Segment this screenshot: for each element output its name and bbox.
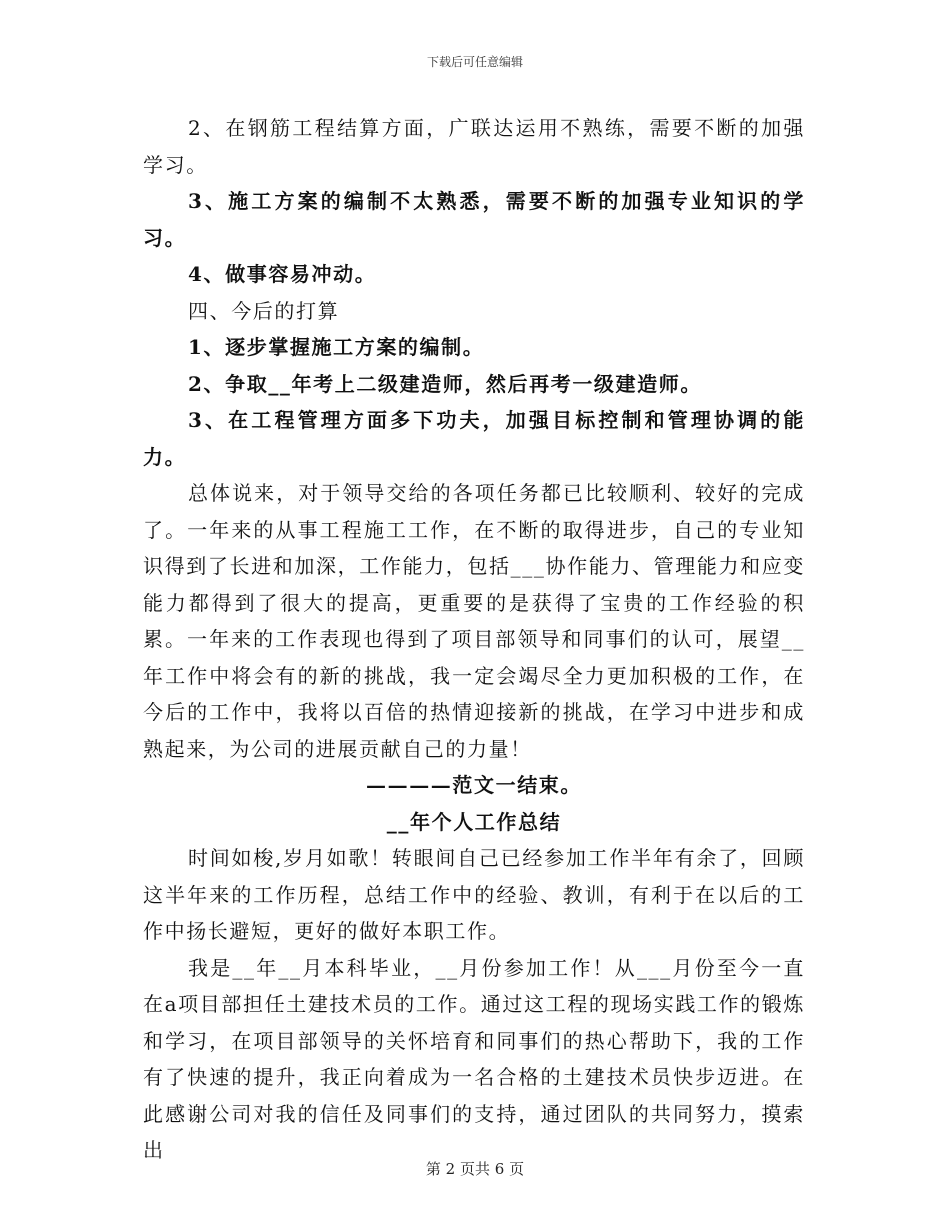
page-footer: 第 2 页共 6 页 [425, 1160, 525, 1178]
section-heading-future-plans: 四、今后的打算 [188, 298, 340, 323]
section-title: __年个人工作总结 [386, 809, 562, 834]
plan-item-3: 3、在工程管理方面多下功夫，加强目标控制和管理协调的能力。 [143, 408, 805, 469]
plan-item-2: 2、争取__年考上二级建造师，然后再考一级建造师。 [188, 371, 702, 396]
paragraph-background: 我是__年__月本科毕业，__月份参加工作！从___月份至今一直在a项目部担任土建技术员的工作。通过这工程的现场实践工作的锻炼和学习，在项目部领导的关怀培育和同事们的热心帮助下，我的工作有了快速的提升，我正向着成为一名合格的土建技术员快步迈进。在此感谢公司对我的信任及同事们的支持，通过团队的共同努力，摸索出 [143, 955, 805, 1162]
end-marker: ————范文一结束。 [366, 773, 582, 797]
paragraph-intro: 时间如梭,岁月如歌！转眼间自己已经参加工作半年有余了，回顾这半年来的工作历程，总结工作中的经验、教训，有利于在以后的工作中扬长避短，更好的做好本职工作。 [143, 846, 805, 943]
document-body [143, 110, 805, 1169]
paragraph-summary: 总体说来，对于领导交给的各项任务都已比较顺利、较好的完成了。一年来的从事工程施工工作，在不断的取得进步，自己的专业知识得到了长进和加深，工作能力，包括___协作能力、管理能力和应变能力都得到了很大的提高，更重要的是获得了宝贵的工作经验的积累。一年来的工作表现也得到了项目部领导和同事们的认可，展望__年工作中将会有的新的挑战，我一定会竭尽全力更加积极的工作，在今后的工作中，我将以百倍的热情迎接新的挑战，在学习中进步和成熟起来，为公司的进展贡献自己的力量！ [143, 481, 805, 761]
page-header: 下载后可任意编辑 [426, 55, 523, 69]
plan-item-1: 1、逐步掌握施工方案的编制。 [188, 335, 485, 359]
paragraph-impulsive: 4、做事容易冲动。 [188, 262, 377, 286]
paragraph-construction-plan: 3、施工方案的编制不太熟悉，需要不断的加强专业知识的学习。 [143, 189, 805, 250]
paragraph-rebar-settlement: 2、在钢筋工程结算方面，广联达运用不熟练，需要不断的加强学习。 [143, 116, 805, 177]
